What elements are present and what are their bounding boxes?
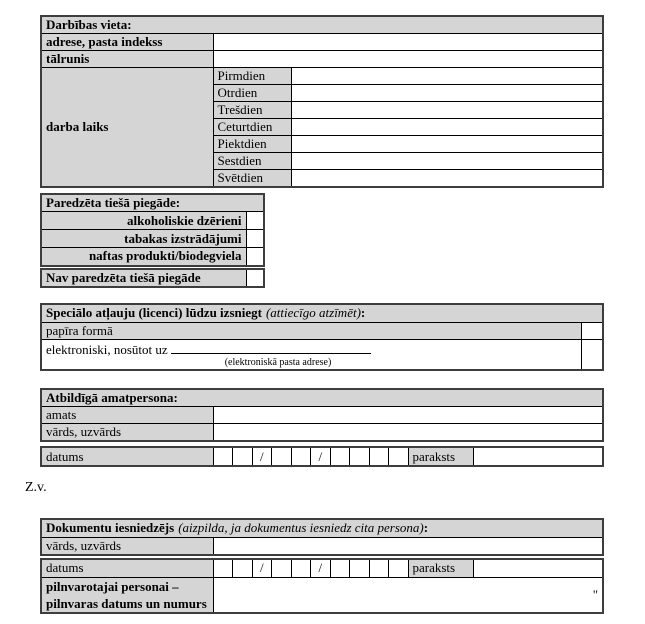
submitter-name-input-cell[interactable]	[213, 537, 603, 555]
submitter-header-colon: :	[423, 520, 429, 536]
email-input-line[interactable]	[171, 342, 371, 354]
official-date-box-y4[interactable]	[389, 447, 409, 466]
official-name-label: vārds, uzvārds	[41, 424, 213, 442]
day-label-thursday: Ceturtdien	[213, 119, 291, 136]
paper-form-checkbox[interactable]	[581, 322, 603, 339]
day-label-friday: Piektdien	[213, 136, 291, 153]
submitter-date-separator: /	[252, 559, 272, 577]
hours-input-thursday[interactable]	[291, 119, 603, 136]
delivery-item-tobacco-label: tabakas izstrādājumi	[41, 230, 246, 248]
official-date-separator: /	[252, 447, 272, 466]
official-date-label: datums	[41, 447, 213, 466]
official-date-box-m1[interactable]	[272, 447, 292, 466]
licence-issue-header	[41, 304, 603, 322]
authorized-person-label	[41, 577, 213, 613]
responsible-official-table	[40, 388, 604, 442]
day-label-tuesday: Otrdien	[213, 85, 291, 102]
submitter-header-note: (aizpilda, ja dokumentus iesniedz cita persona)	[178, 520, 424, 536]
delivery-item-alcohol-label: alkoholiskie dzērieni	[41, 212, 246, 230]
submitter-signature-label: paraksts	[408, 559, 473, 577]
licence-issue-table	[40, 303, 604, 371]
position-input-cell[interactable]	[213, 407, 603, 424]
day-label-monday: Pirmdien	[213, 68, 291, 85]
delivery-oil-checkbox[interactable]	[246, 248, 264, 266]
official-signature-label: paraksts	[408, 447, 473, 466]
official-date-box-d2[interactable]	[233, 447, 253, 466]
day-label-saturday: Sestdien	[213, 153, 291, 170]
licence-header-note: (attiecīgo atzīmēt)	[265, 305, 361, 321]
submitter-date-box-y4[interactable]	[389, 559, 409, 577]
licence-header-text: Speciālo atļauju (licenci) lūdzu izsniegt	[46, 305, 262, 321]
electronic-form-cell	[41, 339, 581, 370]
address-label: adrese, pasta indekss	[41, 34, 213, 51]
hours-input-wednesday[interactable]	[291, 102, 603, 119]
submitter-date-box-y2[interactable]	[350, 559, 370, 577]
official-signature-input-cell[interactable]	[473, 447, 603, 466]
submitter-date-box-m1[interactable]	[272, 559, 292, 577]
day-label-wednesday: Trešdien	[213, 102, 291, 119]
delivery-item-oil-label: naftas produkti/biodegviela	[41, 248, 246, 266]
delivery-tobacco-checkbox[interactable]	[246, 230, 264, 248]
submitter-date-box-y3[interactable]	[369, 559, 389, 577]
hours-input-friday[interactable]	[291, 136, 603, 153]
position-label: amats	[41, 407, 213, 424]
official-date-box-y1[interactable]	[330, 447, 350, 466]
official-date-box-m2[interactable]	[291, 447, 311, 466]
official-date-separator: /	[311, 447, 331, 466]
authorized-person-input-cell[interactable]	[213, 577, 603, 613]
delivery-alcohol-checkbox[interactable]	[246, 212, 264, 230]
no-delivery-label: Nav paredzēta tiešā piegāde	[41, 269, 246, 287]
hours-input-sunday[interactable]	[291, 170, 603, 188]
direct-delivery-header: Paredzēta tiešā piegāde:	[41, 194, 264, 212]
authorized-person-label-line2: pilnvaras datums un numurs	[46, 595, 207, 611]
seal-mark-label: Z.v.	[25, 480, 47, 495]
official-date-table	[40, 446, 604, 467]
submitter-date-separator: /	[311, 559, 331, 577]
phone-input-cell[interactable]	[213, 51, 603, 68]
paper-form-label: papīra formā	[41, 322, 581, 339]
electronic-form-checkbox[interactable]	[581, 339, 603, 370]
hours-input-saturday[interactable]	[291, 153, 603, 170]
no-delivery-table	[40, 268, 265, 288]
hours-label: darba laiks	[41, 68, 213, 188]
phone-label: tālrunis	[41, 51, 213, 68]
official-date-box-y2[interactable]	[350, 447, 370, 466]
submitter-header	[41, 519, 603, 537]
no-delivery-checkbox[interactable]	[246, 269, 264, 287]
submitter-table	[40, 518, 604, 556]
submitter-signature-input-cell[interactable]	[473, 559, 603, 577]
closing-quote-mark: "	[592, 586, 598, 602]
authorized-person-label-line1: pilnvarotajai personai –	[46, 578, 179, 594]
official-name-input-cell[interactable]	[213, 424, 603, 442]
submitter-date-box-d2[interactable]	[233, 559, 253, 577]
hours-input-tuesday[interactable]	[291, 85, 603, 102]
day-label-sunday: Svētdien	[213, 170, 291, 188]
responsible-official-header: Atbildīgā amatpersona:	[41, 389, 603, 407]
direct-delivery-table	[40, 193, 265, 267]
email-hint: (elektroniskā pasta adrese)	[224, 356, 332, 368]
address-input-cell[interactable]	[213, 34, 603, 51]
workplace-table	[40, 15, 604, 188]
workplace-header: Darbības vieta:	[41, 16, 603, 34]
submitter-date-label: datums	[41, 559, 213, 577]
electronic-form-label: elektroniski, nosūtot uz	[46, 341, 168, 357]
submitter-date-table	[40, 558, 604, 614]
submitter-date-box-y1[interactable]	[330, 559, 350, 577]
official-date-box-y3[interactable]	[369, 447, 389, 466]
hours-input-monday[interactable]	[291, 68, 603, 85]
submitter-date-box-m2[interactable]	[291, 559, 311, 577]
submitter-name-label: vārds, uzvārds	[41, 537, 213, 555]
submitter-header-text: Dokumentu iesniedzējs	[46, 520, 175, 536]
official-date-box-d1[interactable]	[213, 447, 233, 466]
submitter-date-box-d1[interactable]	[213, 559, 233, 577]
licence-header-colon: :	[360, 305, 366, 321]
